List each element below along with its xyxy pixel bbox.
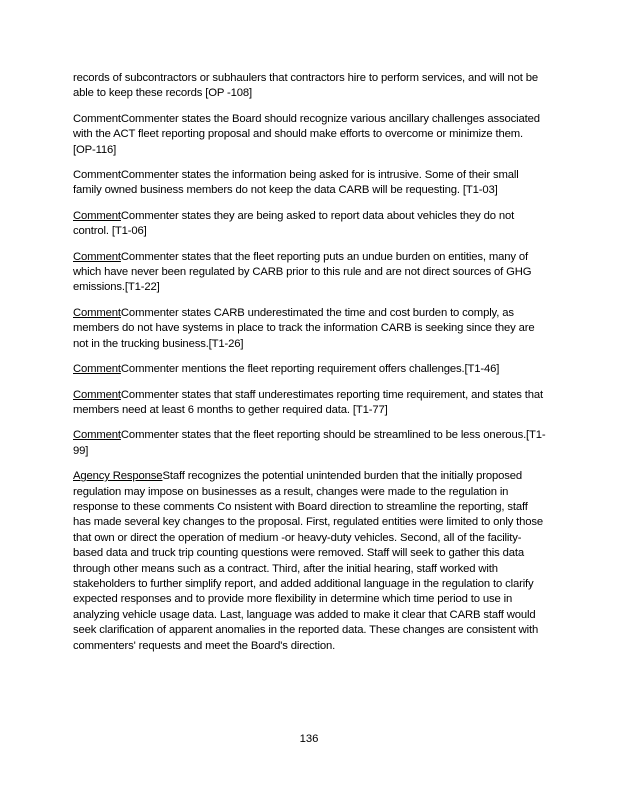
paragraph-5 <box>73 250 548 296</box>
page-number: 136 <box>299 733 319 745</box>
paragraph-text: Commenter states CARB underestimated the time and cost burden to comply, as members do not have systems in place to track the information CARB is seeking since they are not in the trucking business.[T1-26] <box>73 306 535 350</box>
paragraph-6 <box>73 306 548 352</box>
paragraph-text: Commenter states that the fleet reporting should be streamlined to be less onerous.[T1-99] <box>73 429 546 457</box>
paragraph-10-agency-response <box>73 469 548 654</box>
paragraph-text: Commenter states that staff underestimates reporting time requirement, and states that members need at least 6 months to gether required data. [T1-77] <box>73 388 543 416</box>
paragraph-9 <box>73 428 548 459</box>
paragraph-1 <box>73 71 548 102</box>
paragraph-3 <box>73 168 548 199</box>
paragraph-8 <box>73 388 548 419</box>
comment-tag: Comment <box>73 363 121 376</box>
paragraph-2 <box>73 112 548 158</box>
page-body <box>73 71 548 664</box>
comment-tag: Comment <box>73 209 121 222</box>
comment-tag: Comment <box>73 429 121 442</box>
paragraph-text: records of subcontractors or subhaulers that contractors hire to perform services, and will not be able to keep these records [OP -108] <box>73 72 539 100</box>
paragraph-text: Commenter mentions the fleet reporting requirement offers challenges.[T1-46] <box>120 363 500 376</box>
paragraph-text: CommentCommenter states the Board should recognize various ancillary challenges associated with the ACT fleet reporting proposal and should make efforts to overcome or minimize them. [OP-116] <box>73 112 540 156</box>
paragraph-4 <box>73 209 548 240</box>
comment-tag: Comment <box>73 306 121 319</box>
agency-response-tag: Agency Response <box>73 470 163 483</box>
paragraph-text: Staff recognizes the potential unintended burden that the initially proposed regulation may impose on businesses as a result, changes were made to the regulation in response to these comments Co nsistent with Board direction to streamline the reporting, staff has made several key changes to the proposal. First, regulated entities were limited to only those that own or direct the operation of medium -or heavy-duty vehicles. Second, all of the facility-based data and truck trip counting questions were removed. Staff will seek to gather this data through other means such as a contract. Third, after the initial hearing, staff worked with stakeholders to further simplify report, and added additional language in the regulation to clarify expected responses and to provide more flexibility in determine which time period to use in analyzing vehicle usage data. Last, language was added to make it clear that CARB staff would seek clarification of apparent anomalies in the reported data. These changes are consistent with commenters' requests and meet the Board's direction. <box>73 470 544 652</box>
comment-tag: Comment <box>73 388 121 401</box>
paragraph-text: Commenter states that the fleet reporting puts an undue burden on entities, many of which have never been regulated by CARB prior to this rule and are not direct sources of GHG emissions.[T1-22] <box>73 250 532 294</box>
paragraph-7 <box>73 362 548 377</box>
comment-tag: Comment <box>73 250 121 263</box>
paragraph-text: Commenter states they are being asked to report data about vehicles they do not control. [T1-06] <box>73 209 515 238</box>
paragraph-text: CommentCommenter states the information being asked for is intrusive. Some of their small family owned business members do not keep the data CARB will be requesting. [T1-03] <box>73 169 519 197</box>
